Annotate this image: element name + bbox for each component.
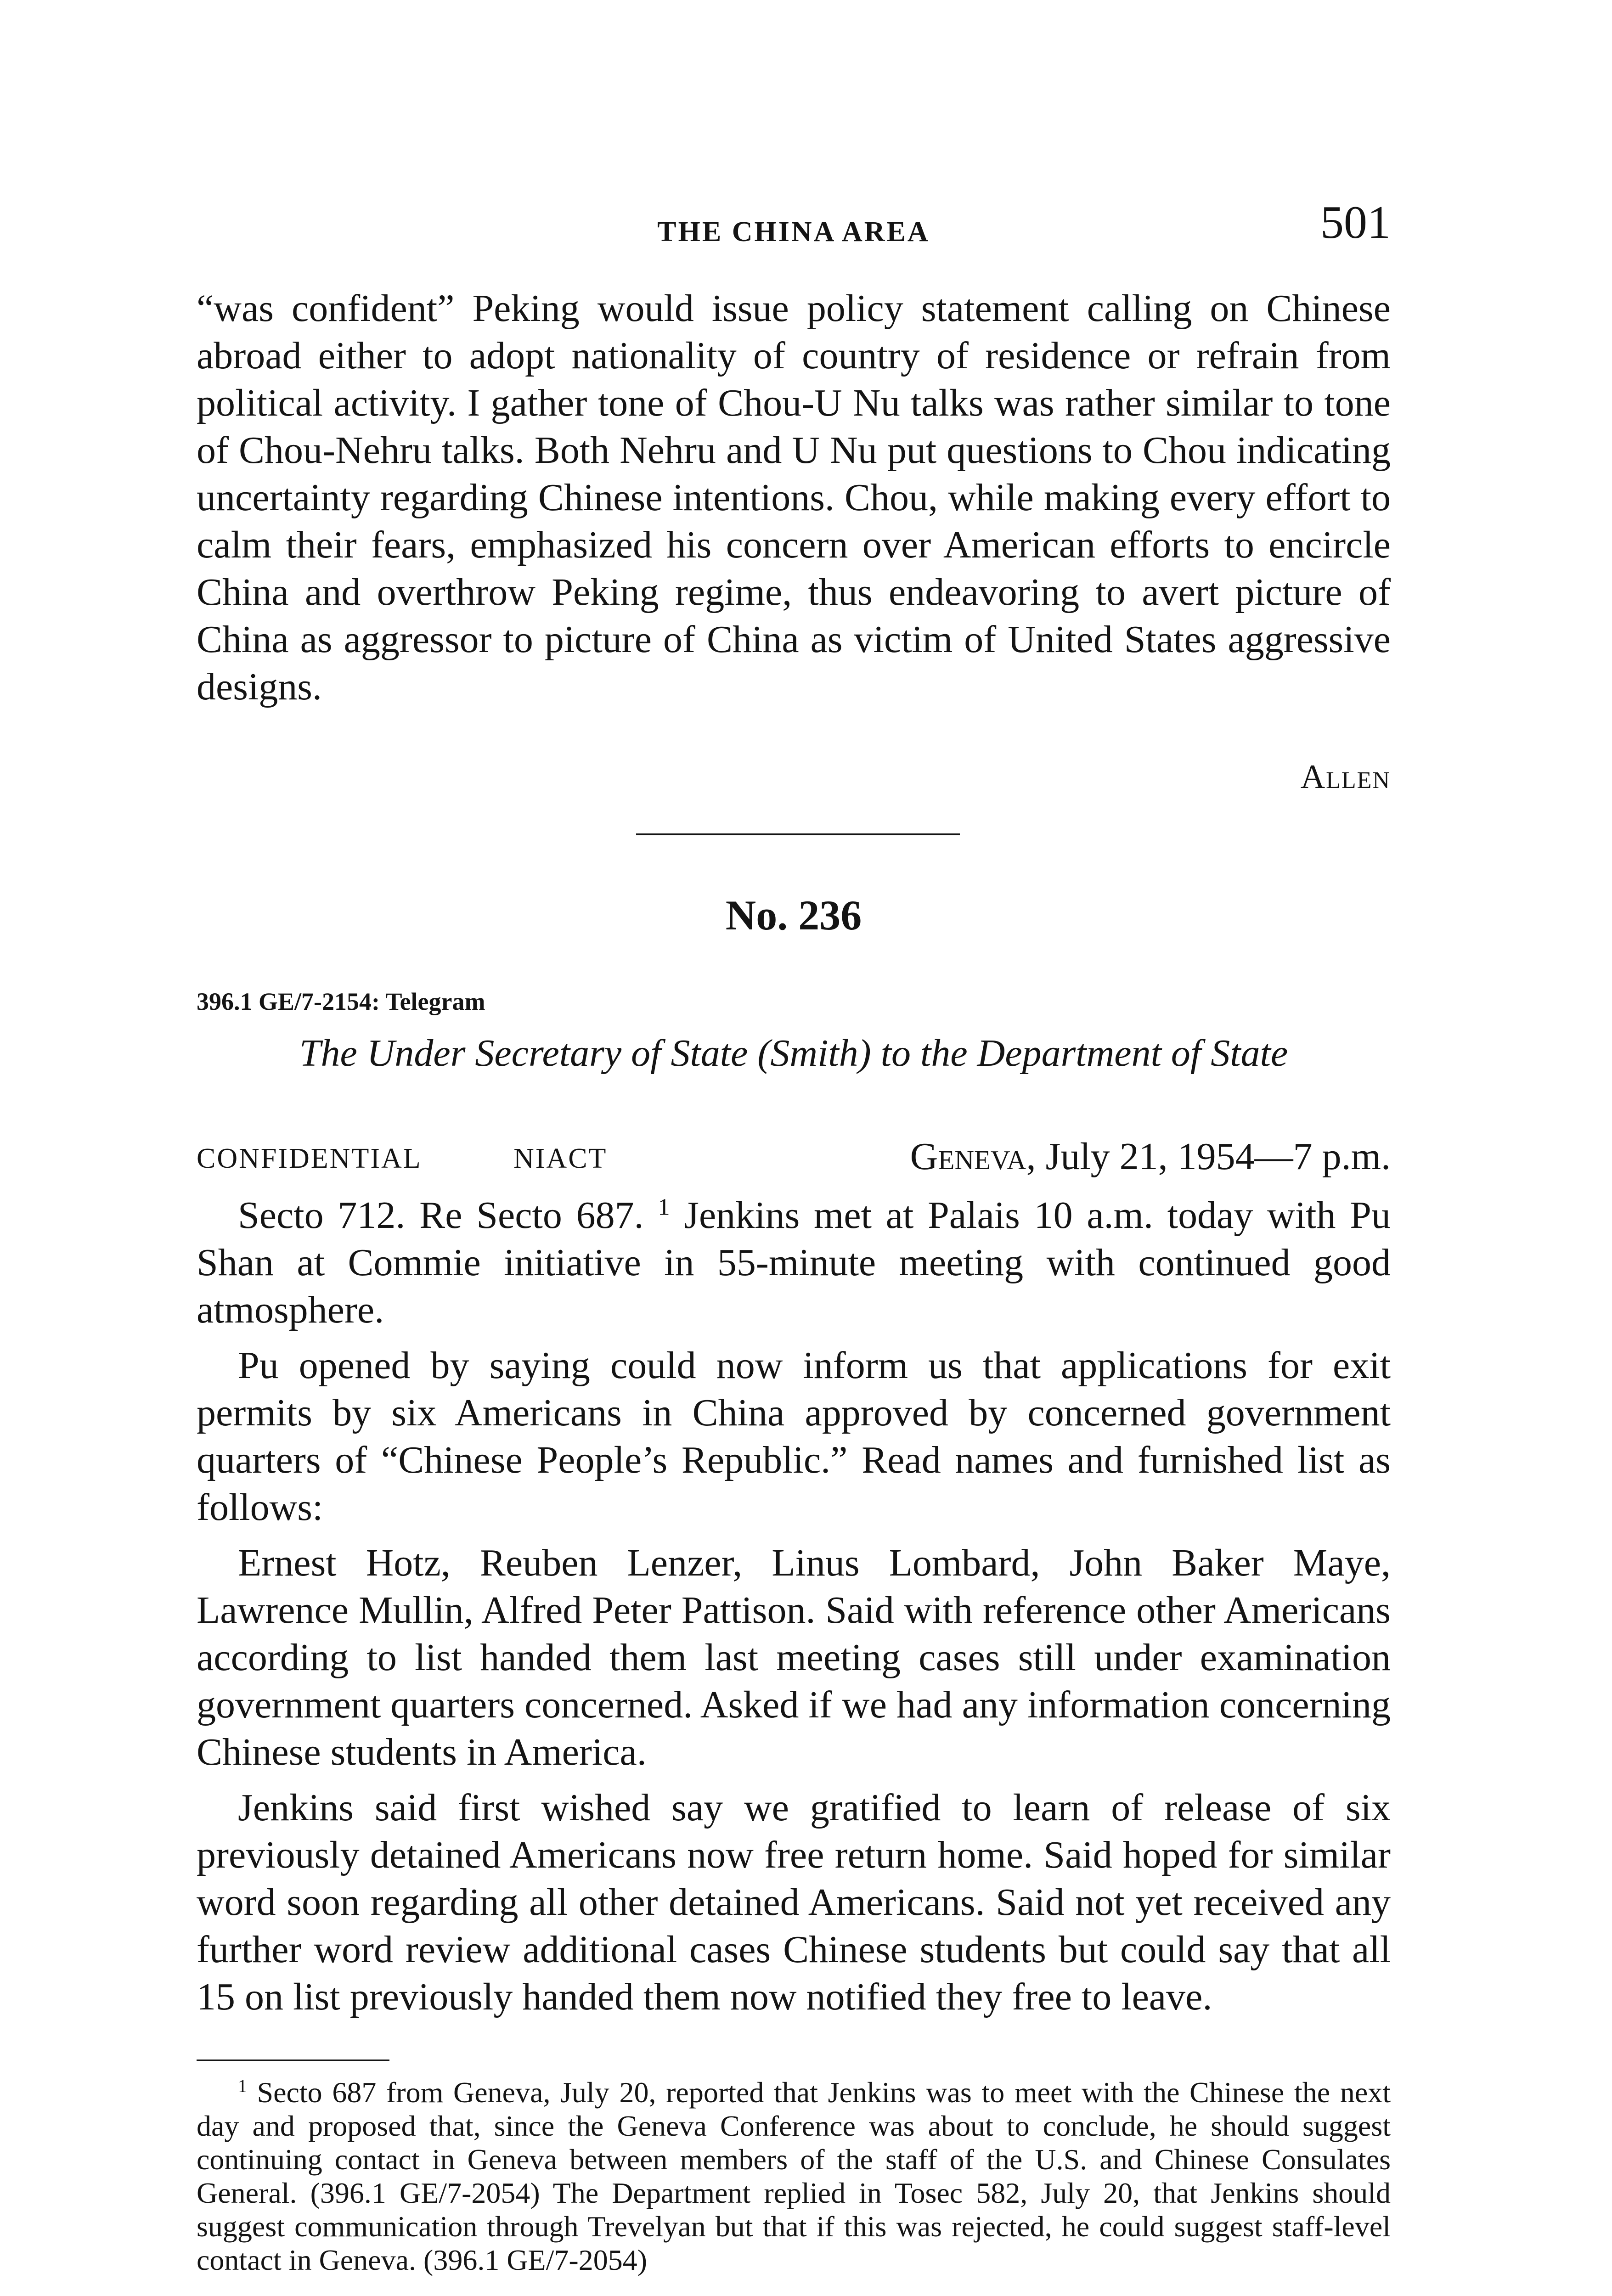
footnote-text: Secto 687 from Geneva, July 20, reported that Jenkins was to meet with the Chinese the next day and proposed that, since the Geneva Conference was about to conclude, he should suggest continuing contact in Geneva between members of the staff of the U.S. and Chinese Consulates General. (396.1 GE/7-2054) The Department replied in Tosec 582, July 20, that Jenkins should suggest communication through Trevelyan but that if this was rejected, he could suggest staff-level contact in Geneva. (396.1 GE/7-2054) [197,2076,1391,2276]
telegram-paragraph-1 [197,1192,1391,1334]
telegram-paragraph-2: Pu opened by saying could now inform us that applications for exit permits by six Americans in China approved by concerned government quarters of “Chinese People’s Republic.” Read names and furnished list as follows: [197,1344,1391,1529]
continued-text-block [197,285,1391,710]
telegram-paragraph-3: Ernest Hotz, Reuben Lenzer, Linus Lombard, John Baker Maye, Lawrence Mullin, Alfred Peter Pattison. Said with reference other Americans according to list handed them last meeting cases still under examination government quarters concerned. Asked if we had any information concerning Chinese students in America. [197,1542,1391,1773]
footnote [197,2076,1391,2277]
p1-rest: Jenkins met at Palais 10 a.m. today with Pu Shan at Commie initiative in 55-minute meeting with continued good atmosphere. [197,1194,1391,1331]
source-note: 396.1 GE/7-2154: Telegram [197,988,485,1015]
dateline-place: Geneva [910,1135,1026,1178]
signature: Allen [1300,758,1391,796]
telegram-paragraph-4: Jenkins said first wished say we gratified to learn of release of six previously detained Americans now free return home. Said hoped for similar word soon regarding all other detained Americans. Said not yet received any further word review additional cases Chinese students but could say that all 15 on list previously handed them now notified they free to leave. [197,1786,1391,2018]
classification-label: CONFIDENTIAL [197,1143,422,1174]
footnote-reference: 1 [658,1194,670,1221]
classification-line [197,1134,1391,1180]
footnote-marker: 1 [238,2076,247,2097]
running-head [197,197,1391,248]
p1-lead: Secto 712. Re Secto 687. [238,1194,658,1237]
document-title: The Under Secretary of State (Smith) to the Department of State [299,1032,1288,1075]
dateline-date: , July 21, 1954—7 p.m. [1026,1135,1391,1178]
continued-paragraph: “was confident” Peking would issue policy statement calling on Chinese abroad either to adopt nationality of country of residence or refrain from political activity. I gather tone of Chou-U Nu talks was rather similar to tone of Chou-Nehru talks. Both Nehru and U Nu put questions to Chou indicating uncertainty regarding Chinese intentions. Chou, while making every effort to calm their fears, emphasized his concern over American efforts to encircle China and overthrow Peking regime, thus endeavoring to avert picture of China as aggressor to picture of China as victim of United States aggressive designs. [197,287,1391,708]
telegram-body [197,1192,1391,2020]
dateline [910,1134,1391,1179]
footnote-divider [197,2060,389,2061]
precedence-label: NIACT [513,1143,608,1174]
page-number: 501 [1320,197,1391,248]
section-divider [636,833,960,835]
running-title: THE CHINA AREA [657,216,930,248]
document-number: No. 236 [725,892,862,939]
